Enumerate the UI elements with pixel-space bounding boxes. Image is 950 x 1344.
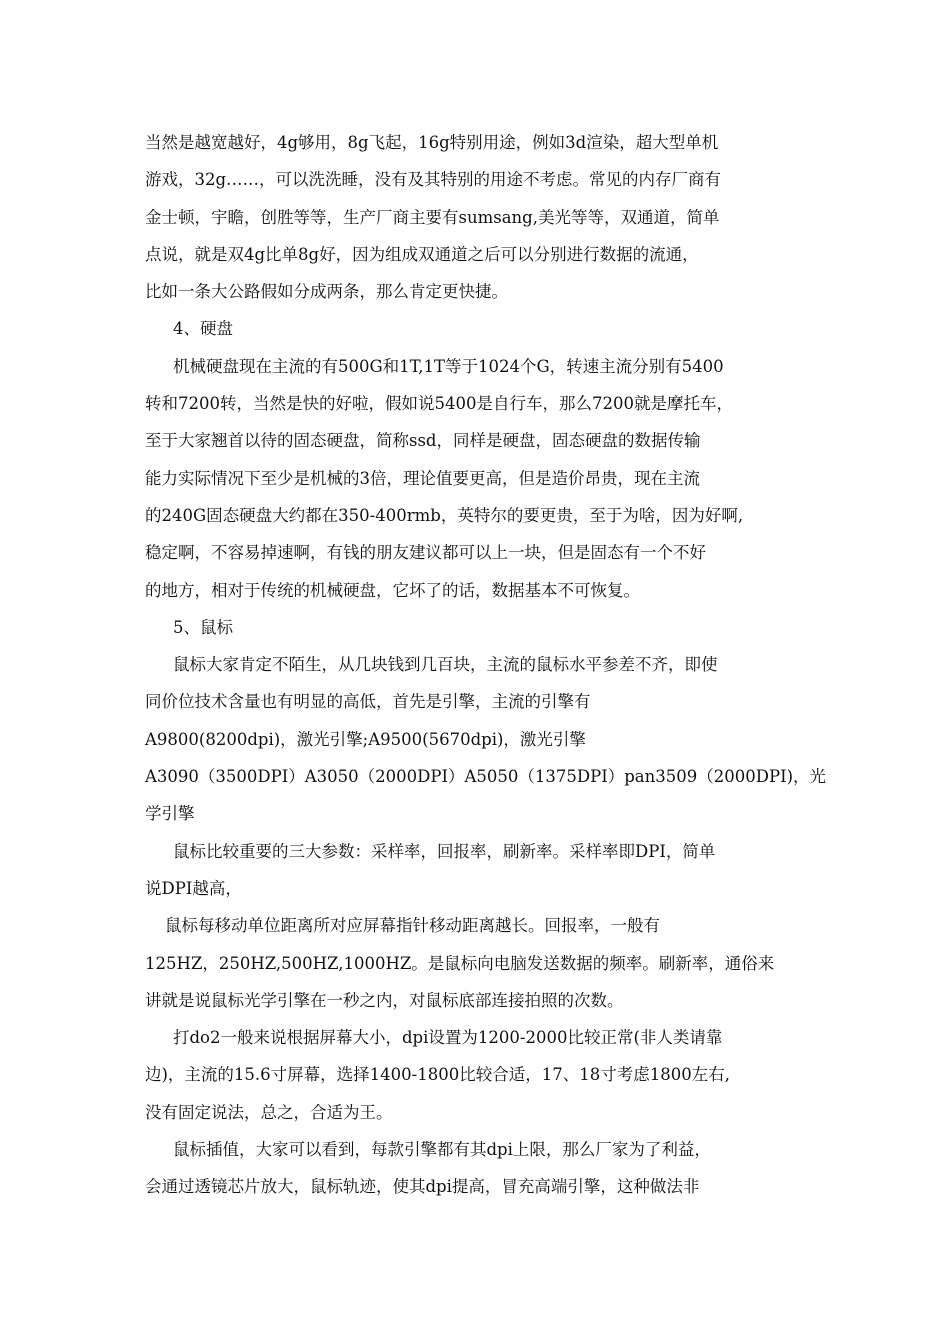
text-line: 点说，就是双4g比单8g好，因为组成双通道之后可以分别进行数据的流通， [145,244,699,264]
body-text [145,124,845,1206]
text-line: 说DPI越高， [145,878,242,898]
text-line: 比如一条大公路假如分成两条，那么肯定更快捷。 [145,282,508,302]
text-line: 金士顿，宇瞻，创胜等等，生产厂商主要有sumsang,美光等等，双通道，简单 [145,207,720,227]
text-line: 鼠标插值，大家可以看到，每款引擎都有其dpi上限，那么厂家为了利益， [173,1140,711,1160]
text-line: 讲就是说鼠标光学引擎在一秒之内，对鼠标底部连接拍照的次数。 [145,990,624,1010]
text-line: 没有固定说法，总之，合适为王。 [145,1102,393,1122]
section-heading: 5、鼠标 [173,617,233,637]
text-line: 能力实际情况下至少是机械的3倍，理论值要更高，但是造价昂贵，现在主流 [145,468,700,488]
text-line: 打do2一般来说根据屏幕大小，dpi设置为1200-2000比较正常(非人类请靠 [173,1028,723,1048]
text-line: 鼠标比较重要的三大参数：采样率，回报率，刷新率。采样率即DPI，简单 [173,841,716,861]
text-line: 游戏，32g……，可以洗洗睡，没有及其特别的用途不考虑。常见的内存厂商有 [145,170,722,190]
text-line: 鼠标大家肯定不陌生，从几块钱到几百块，主流的鼠标水平参差不齐，即使 [173,655,718,675]
text-line: 会通过透镜芯片放大，鼠标轨迹，使其dpi提高，冒充高端引擎，这种做法非 [145,1177,700,1197]
text-line: 学引擎 [145,804,195,824]
section-heading: 4、硬盘 [173,319,233,339]
text-line: 的地方，相对于传统的机械硬盘，它坏了的话，数据基本不可恢复。 [145,580,640,600]
text-line: 125HZ，250HZ,500HZ,1000HZ。是鼠标向电脑发送数据的频率。刷新率，通俗来 [145,953,775,973]
text-line: 机械硬盘现在主流的有500G和1T,1T等于1024个G，转速主流分别有5400 [173,356,724,376]
text-line: 稳定啊，不容易掉速啊，有钱的朋友建议都可以上一块，但是固态有一个不好 [145,543,706,563]
text-line: 的240G固态硬盘大约都在350-400rmb，英特尔的要更贵，至于为啥，因为好啊, [145,505,744,525]
text-line: 边)，主流的15.6寸屏幕，选择1400-1800比较合适，17、18寸考虑1800左右, [145,1065,730,1085]
text-line: 鼠标每移动单位距离所对应屏幕指针移动距离越长。回报率，一般有 [165,916,660,936]
text-line: 至于大家翘首以待的固态硬盘，简称ssd，同样是硬盘，固态硬盘的数据传输 [145,431,701,451]
text-line: 当然是越宽越好，4g够用，8g飞起，16g特别用途，例如3d渲染，超大型单机 [145,133,719,152]
text-line: 转和7200转，当然是快的好啦，假如说5400是自行车，那么7200就是摩托车， [145,394,733,414]
text-line: A3090（3500DPI）A3050（2000DPI）A5050（1375DPI）pan3509（2000DPI)，光 [145,767,827,787]
text-line: 同价位技术含量也有明显的高低，首先是引擎，主流的引擎有 [145,692,591,712]
text-line: A9800(8200dpi)，激光引擎;A9500(5670dpi)，激光引擎 [145,729,586,749]
